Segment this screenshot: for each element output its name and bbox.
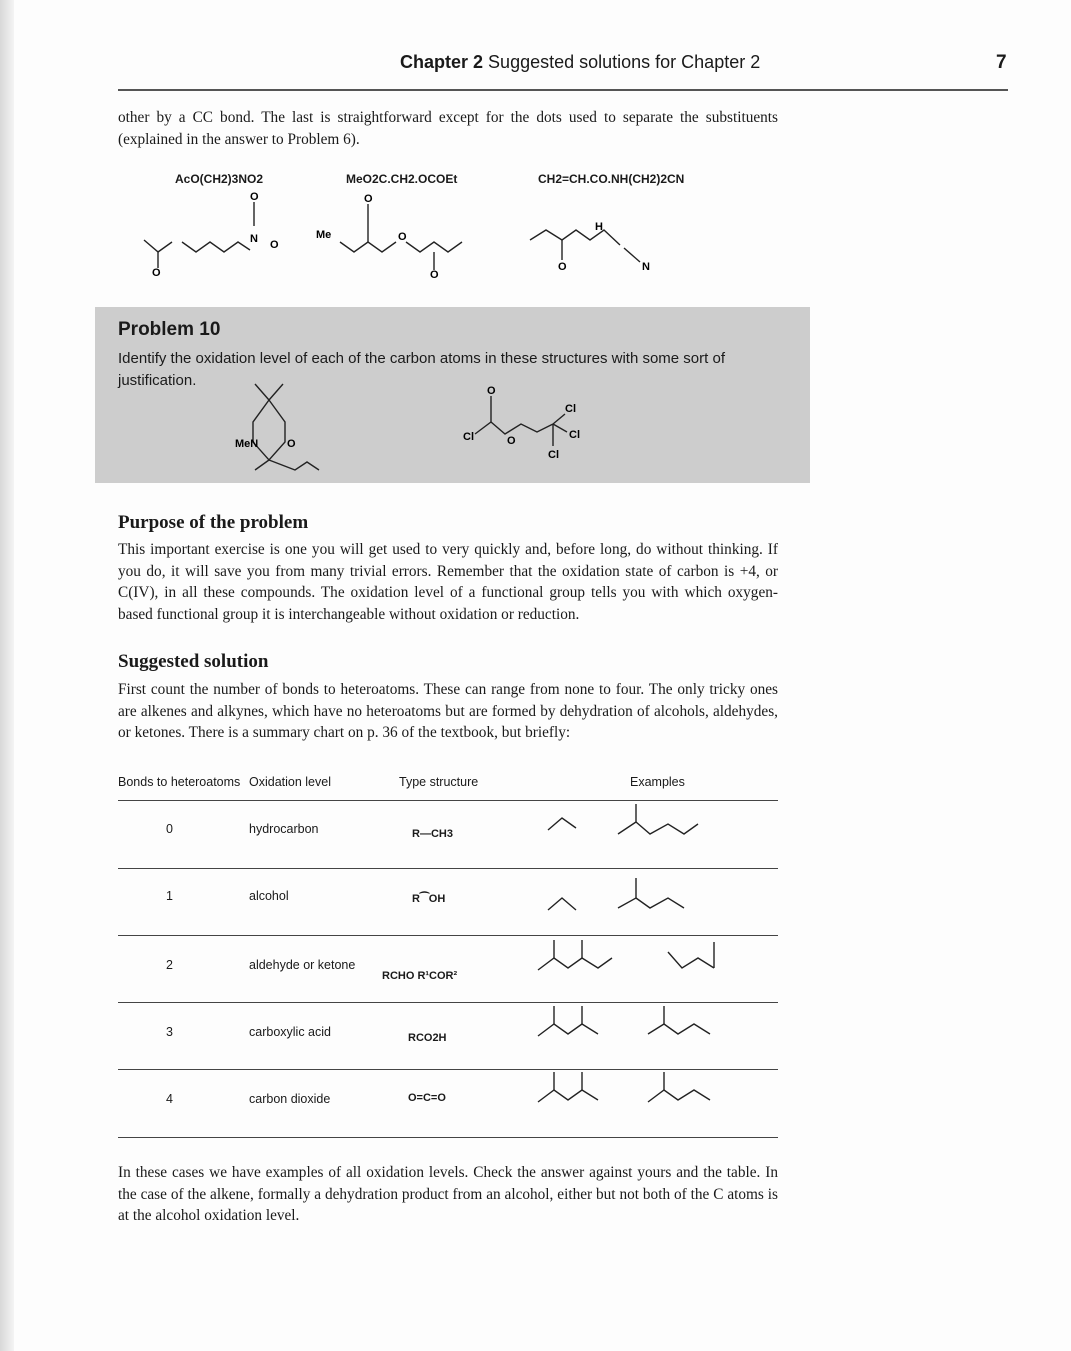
header-title: Suggested solutions for Chapter 2 (488, 52, 761, 72)
svg-text:N: N (250, 233, 258, 245)
svg-text:O: O (287, 438, 296, 450)
svg-text:O: O (430, 269, 439, 280)
problem-structures (215, 382, 735, 477)
svg-text:O: O (364, 193, 373, 205)
row-3-type: RCO2H (408, 1032, 447, 1044)
formula-2: MeO2C.CH2.OCOEt (346, 172, 458, 186)
svg-text:Me: Me (316, 229, 332, 241)
purpose-heading: Purpose of the problem (118, 512, 309, 533)
problem-box (95, 307, 810, 483)
row-3-level: carboxylic acid (249, 1025, 331, 1039)
svg-text:N: N (642, 261, 650, 273)
row-0-level: hydrocarbon (249, 822, 319, 836)
table-rule (118, 1137, 778, 1138)
svg-text:O: O (558, 261, 567, 273)
row-0-bonds: 0 (166, 822, 173, 836)
row-4-type: O=C=O (408, 1092, 446, 1104)
svg-text:Cl: Cl (565, 403, 576, 415)
col-header-bonds: Bonds to heteroatoms (118, 775, 241, 789)
svg-text:O: O (152, 267, 161, 279)
svg-text:O: O (270, 239, 279, 251)
chapter-label: Chapter 2 (400, 52, 484, 72)
solution-heading: Suggested solution (118, 651, 269, 672)
example-structures (518, 802, 788, 1137)
solution-text: First count the number of bonds to heteroatoms. These can range from none to four. The only tricky ones are alkenes and alkynes, which have no heteroatoms but are formed by dehydration of alcohols, aldehydes, or ketones. There is a summary chart on p. 36 of the textbook, but briefly: (118, 681, 778, 741)
svg-text:Cl: Cl (569, 429, 580, 441)
formula-3: CH2=CH.CO.NH(CH2)2CN (538, 172, 685, 186)
header-rule (118, 89, 1008, 91)
svg-text:O: O (507, 435, 516, 447)
col-header-level: Oxidation level (249, 775, 331, 789)
svg-text:O: O (250, 191, 259, 203)
running-header (400, 52, 760, 73)
svg-text:Cl: Cl (463, 431, 474, 443)
row-4-bonds: 4 (166, 1092, 173, 1106)
svg-text:H: H (595, 221, 603, 233)
col-header-type: Type structure (399, 775, 479, 789)
row-2-bonds: 2 (166, 958, 173, 972)
structures-row (130, 190, 730, 280)
row-1-level: alcohol (249, 889, 289, 903)
problem-text: Identify the oxidation level of each of the carbon atoms in these structures with some sort of justification. (118, 350, 725, 389)
conclusion-paragraph: In these cases we have examples of all oxidation levels. Check the answer against yours and the table. In the case of the alkene, formally a dehydration product from an alcohol, either but not both of the C atoms is at the alcohol oxidation level. (118, 1164, 778, 1224)
table-rule (118, 800, 778, 801)
page-number: 7 (996, 52, 1007, 73)
page-edge (0, 0, 14, 1351)
row-2-level: aldehyde or ketone (249, 958, 356, 972)
intro-paragraph: other by a CC bond. The last is straightforward except for the dots used to separate the substituents (explained in the answer to Problem 6). (118, 109, 778, 148)
problem-title: Problem 10 (118, 319, 221, 340)
row-4-level: carbon dioxide (249, 1092, 331, 1106)
row-1-type: R⁀OH (412, 893, 446, 905)
row-3-bonds: 3 (166, 1025, 173, 1039)
col-header-examples: Examples (630, 775, 685, 789)
purpose-text: This important exercise is one you will get used to very quickly and, before long, do without thinking. If you do, it will save you from many trivial errors. Remember that the oxidation state of carbon is +4, or C(IV), in all these compounds. The oxidation level of a functional group tells you with which oxygen-based functional group it is interchangeable without oxidation or reduction. (118, 541, 778, 623)
svg-text:MeN: MeN (235, 438, 259, 450)
svg-text:O: O (487, 385, 496, 397)
formula-1: AcO(CH2)3NO2 (175, 172, 264, 186)
svg-text:O: O (398, 231, 407, 243)
row-0-type: R—CH3 (412, 828, 453, 840)
row-1-bonds: 1 (166, 889, 173, 903)
svg-text:Cl: Cl (548, 449, 559, 461)
row-2-type: RCHO R¹COR² (382, 970, 458, 982)
